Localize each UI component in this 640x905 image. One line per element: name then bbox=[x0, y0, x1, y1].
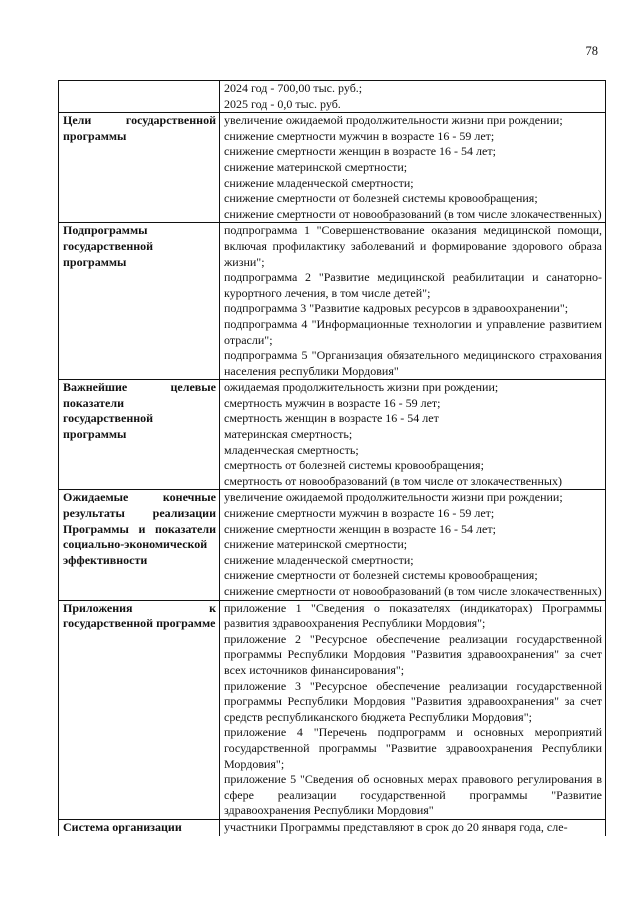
row-value bbox=[220, 380, 606, 490]
value-line: приложение 1 "Сведения о показателях (индикаторах) Программы развития здравоохранения Республики Мордовия"; bbox=[224, 600, 602, 631]
value-line: подпрограмма 4 "Информационные технологии и управление развитием отрасли"; bbox=[224, 316, 602, 347]
table-row bbox=[59, 223, 606, 380]
value-line: приложение 4 "Перечень подпрограмм и основных мероприятий государственной программы "Развитие здравоохранения Республики Мордовия"; bbox=[224, 725, 602, 771]
value-line: снижение смертности мужчин в возрасте 16 - 59 лет; bbox=[224, 506, 495, 521]
table-row bbox=[59, 490, 606, 600]
table-row bbox=[59, 113, 606, 223]
value-line: снижение материнской смертности; bbox=[224, 159, 408, 174]
value-line: приложение 5 "Сведения об основных мерах правового регулирования в сфере реализации государственной программы "Развитие здравоохранения Республики Мордовия" bbox=[224, 772, 602, 818]
value-line: подпрограмма 5 "Организация обязательного медицинского страхования населения республики Мордовия" bbox=[224, 348, 602, 378]
value-line: снижение смертности от новообразований (в том числе злокачественных) bbox=[224, 584, 602, 598]
row-label: Цели государственной программы bbox=[59, 113, 220, 223]
value-line: смертность мужчин в возрасте 16 - 59 лет; bbox=[224, 395, 441, 410]
page-number: 78 bbox=[585, 44, 598, 58]
value-line: снижение смертности женщин в возрасте 16 - 54 лет; bbox=[224, 521, 496, 536]
program-passport-table bbox=[58, 80, 606, 836]
value-line: снижение смертности от болезней системы кровообращения; bbox=[224, 568, 538, 583]
row-label: Приложения к государственной программе bbox=[59, 600, 220, 819]
value-line: снижение младенческой смертности; bbox=[224, 552, 414, 567]
row-label: Система организации bbox=[59, 819, 220, 835]
value-line: снижение материнской смертности; bbox=[224, 537, 408, 552]
row-label: Ожидаемые конечные результаты реализации Программы и показатели социально-экономической эффективности bbox=[59, 490, 220, 600]
value-line: увеличение ожидаемой продолжительности жизни при рождении; bbox=[224, 490, 563, 505]
value-line: увеличение ожидаемой продолжительности жизни при рождении; bbox=[224, 113, 563, 128]
value-line: снижение смертности от болезней системы кровообращения; bbox=[224, 191, 538, 206]
value-line: приложение 3 "Ресурсное обеспечение реализации государственной программы Республики Мордовия "Развития здравоохранения" за счет средств республиканского бюджета Республики Мордовия"; bbox=[224, 678, 602, 724]
value-line: смертность от болезней системы кровообращения; bbox=[224, 458, 484, 473]
row-value bbox=[220, 600, 606, 819]
value-line: снижение смертности от новообразований (в том числе злокачественных) bbox=[224, 206, 602, 221]
value-line: подпрограмма 1 "Совершенствование оказания медицинской помощи, включая профилактику заболеваний и формирование здорового образа жизни"; bbox=[224, 223, 602, 269]
row-value bbox=[220, 81, 606, 113]
value-line: приложение 2 "Ресурсное обеспечение реализации государственной программы Республики Мордовия "Развития здравоохранения" за счет всех источников финансирования"; bbox=[224, 631, 602, 677]
value-line: младенческая смертность; bbox=[224, 442, 359, 457]
row-label: Подпрограммы государственной программы bbox=[59, 223, 220, 380]
value-line: 2024 год - 700,00 тыс. руб.; bbox=[224, 81, 363, 95]
value-line: подпрограмма 2 "Развитие медицинской реабилитации и санаторно-курортного лечения, в том числе детей"; bbox=[224, 270, 602, 300]
value-line: материнская смертность; bbox=[224, 427, 353, 442]
value-line: смертность женщин в возрасте 16 - 54 лет bbox=[224, 411, 439, 426]
row-label: Важнейшие целевые показатели государственной программы bbox=[59, 380, 220, 490]
table-row bbox=[59, 81, 606, 113]
table-body bbox=[59, 81, 606, 836]
table-row bbox=[59, 819, 606, 835]
row-value bbox=[220, 113, 606, 223]
value-line: снижение смертности мужчин в возрасте 16 - 59 лет; bbox=[224, 128, 495, 143]
table-row bbox=[59, 600, 606, 819]
row-value bbox=[220, 223, 606, 380]
value-line: снижение младенческой смертности; bbox=[224, 175, 414, 190]
value-line: снижение смертности женщин в возрасте 16 - 54 лет; bbox=[224, 144, 496, 159]
value-line: ожидаемая продолжительность жизни при рождении; bbox=[224, 380, 499, 395]
table-row bbox=[59, 380, 606, 490]
value-line: смертность от новообразований (в том числе от злокачественных) bbox=[224, 473, 562, 488]
value-line: 2025 год - 0,0 тыс. руб. bbox=[224, 96, 341, 111]
row-value bbox=[220, 490, 606, 600]
row-label bbox=[59, 81, 220, 113]
row-value: участники Программы представляют в срок до 20 января года, сле- bbox=[220, 819, 606, 835]
value-line: подпрограмма 3 "Развитие кадровых ресурсов в здравоохранении"; bbox=[224, 301, 569, 316]
